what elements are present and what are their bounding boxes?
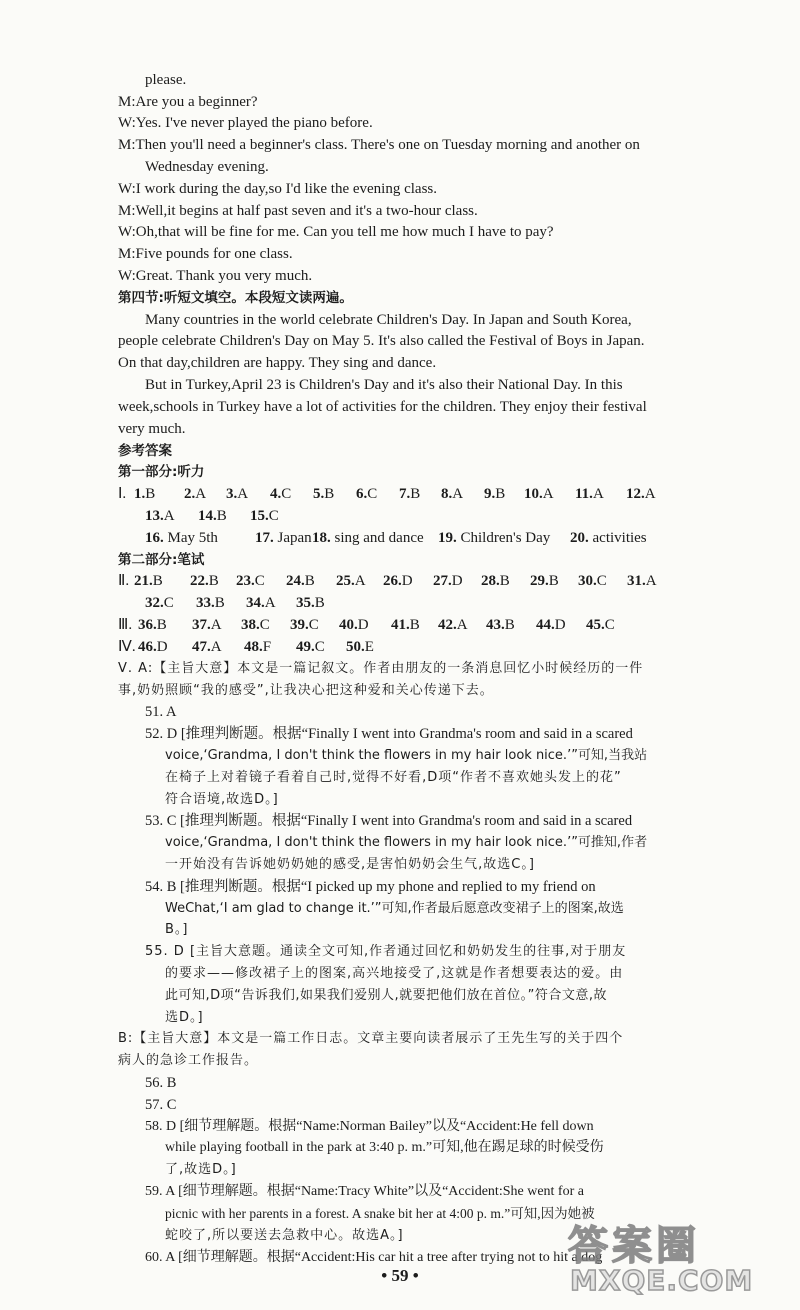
answer-item: 23.C [236, 573, 265, 589]
dialogue-line: W:Yes. I've never played the piano before. [118, 115, 373, 131]
section-v-a-heading: 事,奶奶照顾“我的感受”,让我决心把这种爱和关心传递下去。 [118, 683, 494, 698]
answer-item: 39.C [290, 617, 319, 633]
answer-item: 26.D [383, 573, 413, 589]
answer-item: 18. sing and dance [312, 530, 424, 546]
explanation-58: 58. D [细节理解题。根据“Name:Norman Bailey”以及“Accident:He fell down [145, 1119, 594, 1134]
answer-item: 22.B [190, 573, 219, 589]
answer-51: 51. A [145, 704, 177, 720]
answer-item: 50.E [346, 639, 374, 655]
dialogue-line: M:Five pounds for one class. [118, 246, 293, 262]
section-v-b-heading: B:【主旨大意】本文是一篇工作日志。文章主要向读者展示了王先生写的关于四个 [118, 1031, 624, 1046]
answer-item: 7.B [399, 486, 421, 502]
answer-item: 36.B [138, 617, 167, 633]
roman-numeral: Ⅲ. [118, 617, 133, 633]
passage-line: people celebrate Children's Day on May 5. It's also called the Festival of Boys in Japan. [118, 333, 645, 349]
watermark [568, 1214, 790, 1304]
dialogue-line: M:Are you a beginner? [118, 94, 258, 110]
section-v-a-heading: Ⅴ. A:【主旨大意】本文是一篇记叙文。作者由朋友的一条消息回忆小时候经历的一件 [118, 661, 644, 676]
answer-item: 10.A [524, 486, 554, 502]
answer-item: 42.A [438, 617, 468, 633]
answer-item: 41.B [391, 617, 420, 633]
explanation-55: 选D。] [165, 1010, 204, 1025]
explanation-54: 54. B [推理判断题。根据“I picked up my phone and replied to my friend on [145, 879, 596, 895]
explanation-55: 的要求——修改裙子上的图案,高兴地接受了,这就是作者想要表达的爱。由 [165, 966, 624, 981]
answer-item: 5.B [313, 486, 335, 502]
dialogue-line: W:Great. Thank you very much. [118, 268, 313, 284]
answer-item: 28.B [481, 573, 510, 589]
answer-item: 38.C [241, 617, 270, 633]
answer-item: 44.D [536, 617, 566, 633]
answer-item: 46.D [138, 639, 168, 655]
explanation-53: 一开始没有告诉她奶奶她的感受,是害怕奶奶会生气,故选C。] [165, 857, 535, 872]
dialogue-line: W:I work during the day,so I'd like the evening class. [118, 181, 438, 197]
explanation-52: 52. D [推理判断题。根据“Finally I went into Grandma's room and said in a scared [145, 726, 633, 742]
answer-item: 47.A [192, 639, 222, 655]
explanation-59: picnic with her parents in a forest. A snake bit her at 4:00 p. m.”可知,因为她被 [165, 1206, 595, 1221]
answer-item: 43.B [486, 617, 515, 633]
answer-item: 24.B [286, 573, 315, 589]
watermark-logo: 答案圈 [568, 1223, 700, 1269]
answers-title: 参考答案 [118, 443, 172, 459]
explanation-58: while playing football in the park at 3:40 p. m.”可知,他在踢足球的时候受伤 [165, 1140, 604, 1155]
answer-item: 20. activities [570, 530, 647, 546]
answer-item: 9.B [484, 486, 506, 502]
answer-item: 8.A [441, 486, 464, 502]
answer-56: 56. B [145, 1075, 177, 1091]
explanation-58: 了,故选D。] [165, 1162, 237, 1177]
answer-item: 45.C [586, 617, 615, 633]
explanation-54: B。] [165, 922, 189, 937]
explanation-59: 59. A [细节理解题。根据“Name:Tracy White”以及“Accident:She went for a [145, 1184, 584, 1199]
answer-item: 35.B [296, 595, 325, 611]
part2-title: 第二部分:笔试 [118, 552, 205, 568]
answer-item: 19. Children's Day [438, 530, 551, 546]
dialogue-line: Wednesday evening. [145, 159, 269, 175]
answer-item: 37.A [192, 617, 222, 633]
section-v-b-heading: 病人的急诊工作报告。 [118, 1053, 259, 1068]
answer-item: 16. May 5th [145, 530, 218, 546]
explanation-60: 60. A [细节理解题。根据“Accident:His car hit a tree after trying not to hit a dog [145, 1250, 603, 1265]
answer-item: 4.C [270, 486, 292, 502]
explanation-53: voice,‘Grandma, I don't think the flowers in my hair look nice.’”可推知,作者 [165, 835, 648, 850]
answer-item: 15.C [250, 508, 279, 524]
answer-item: 13.A [145, 508, 175, 524]
passage-line: week,schools in Turkey have a lot of activities for the children. They enjoy their festival [118, 399, 647, 415]
passage-line: On that day,children are happy. They sing and dance. [118, 355, 437, 371]
explanation-52: 符合语境,故选D。] [165, 792, 279, 807]
roman-numeral: Ⅰ. [118, 486, 127, 502]
answer-item: 12.A [626, 486, 656, 502]
answer-item: 32.C [145, 595, 174, 611]
explanation-55: 此可知,D项“告诉我们,如果我们爱别人,就要把他们放在首位。”符合文意,故 [165, 988, 608, 1003]
answer-item: 21.B [134, 573, 163, 589]
answer-item: 3.A [226, 486, 249, 502]
answer-item: 25.A [336, 573, 366, 589]
dialogue-line: M:Well,it begins at half past seven and it's a two-hour class. [118, 203, 478, 219]
dialogue-line: please. [145, 72, 187, 88]
dialogue-line: M:Then you'll need a beginner's class. There's one on Tuesday morning and another on [118, 137, 640, 153]
roman-numeral: Ⅱ. [118, 573, 130, 589]
explanation-52: 在椅子上对着镜子看着自己时,觉得不好看,D项“作者不喜欢她头发上的花” [165, 770, 622, 785]
passage-line: Many countries in the world celebrate Children's Day. In Japan and South Korea, [145, 312, 632, 328]
page-number: • 59 • [381, 1266, 419, 1285]
passage-line: very much. [118, 421, 186, 437]
answer-item: 6.C [356, 486, 378, 502]
answer-item: 14.B [198, 508, 227, 524]
answer-item: 27.D [433, 573, 463, 589]
answer-item: 40.D [339, 617, 369, 633]
answer-item: 11.A [575, 486, 604, 502]
answer-item: 17. Japan [255, 530, 312, 546]
answer-item: 31.A [627, 573, 657, 589]
answer-item: 1.B [134, 486, 156, 502]
explanation-54: WeChat,‘I am glad to change it.’”可知,作者最后愿意改变裙子上的图案,故选 [165, 901, 624, 916]
answer-item: 30.C [578, 573, 607, 589]
answer-57: 57. C [145, 1097, 177, 1113]
dialogue-line: W:Oh,that will be fine for me. Can you tell me how much I have to pay? [118, 224, 554, 240]
answer-item: 49.C [296, 639, 325, 655]
answer-item: 48.F [244, 639, 272, 655]
explanation-55: 55. D [主旨大意题。通读全文可知,作者通过回忆和奶奶发生的往事,对于朋友 [145, 944, 627, 959]
answer-item: 34.A [246, 595, 276, 611]
explanation-53: 53. C [推理判断题。根据“Finally I went into Grandma's room and said in a scared [145, 813, 633, 829]
answer-item: 2.A [184, 486, 207, 502]
part1-title: 第一部分:听力 [118, 464, 205, 480]
answer-item: 33.B [196, 595, 225, 611]
answer-item: 29.B [530, 573, 559, 589]
explanation-52: voice,‘Grandma, I don't think the flowers in my hair look nice.’”可知,当我站 [165, 748, 648, 763]
watermark-url: MXQE.COM [570, 1264, 754, 1297]
roman-numeral: Ⅳ. [118, 639, 136, 655]
section-title: 第四节:听短文填空。本段短文读两遍。 [118, 290, 353, 306]
explanation-59: 蛇咬了,所以要送去急救中心。故选A。] [165, 1228, 404, 1243]
passage-line: But in Turkey,April 23 is Children's Day and it's also their National Day. In this [145, 377, 623, 393]
